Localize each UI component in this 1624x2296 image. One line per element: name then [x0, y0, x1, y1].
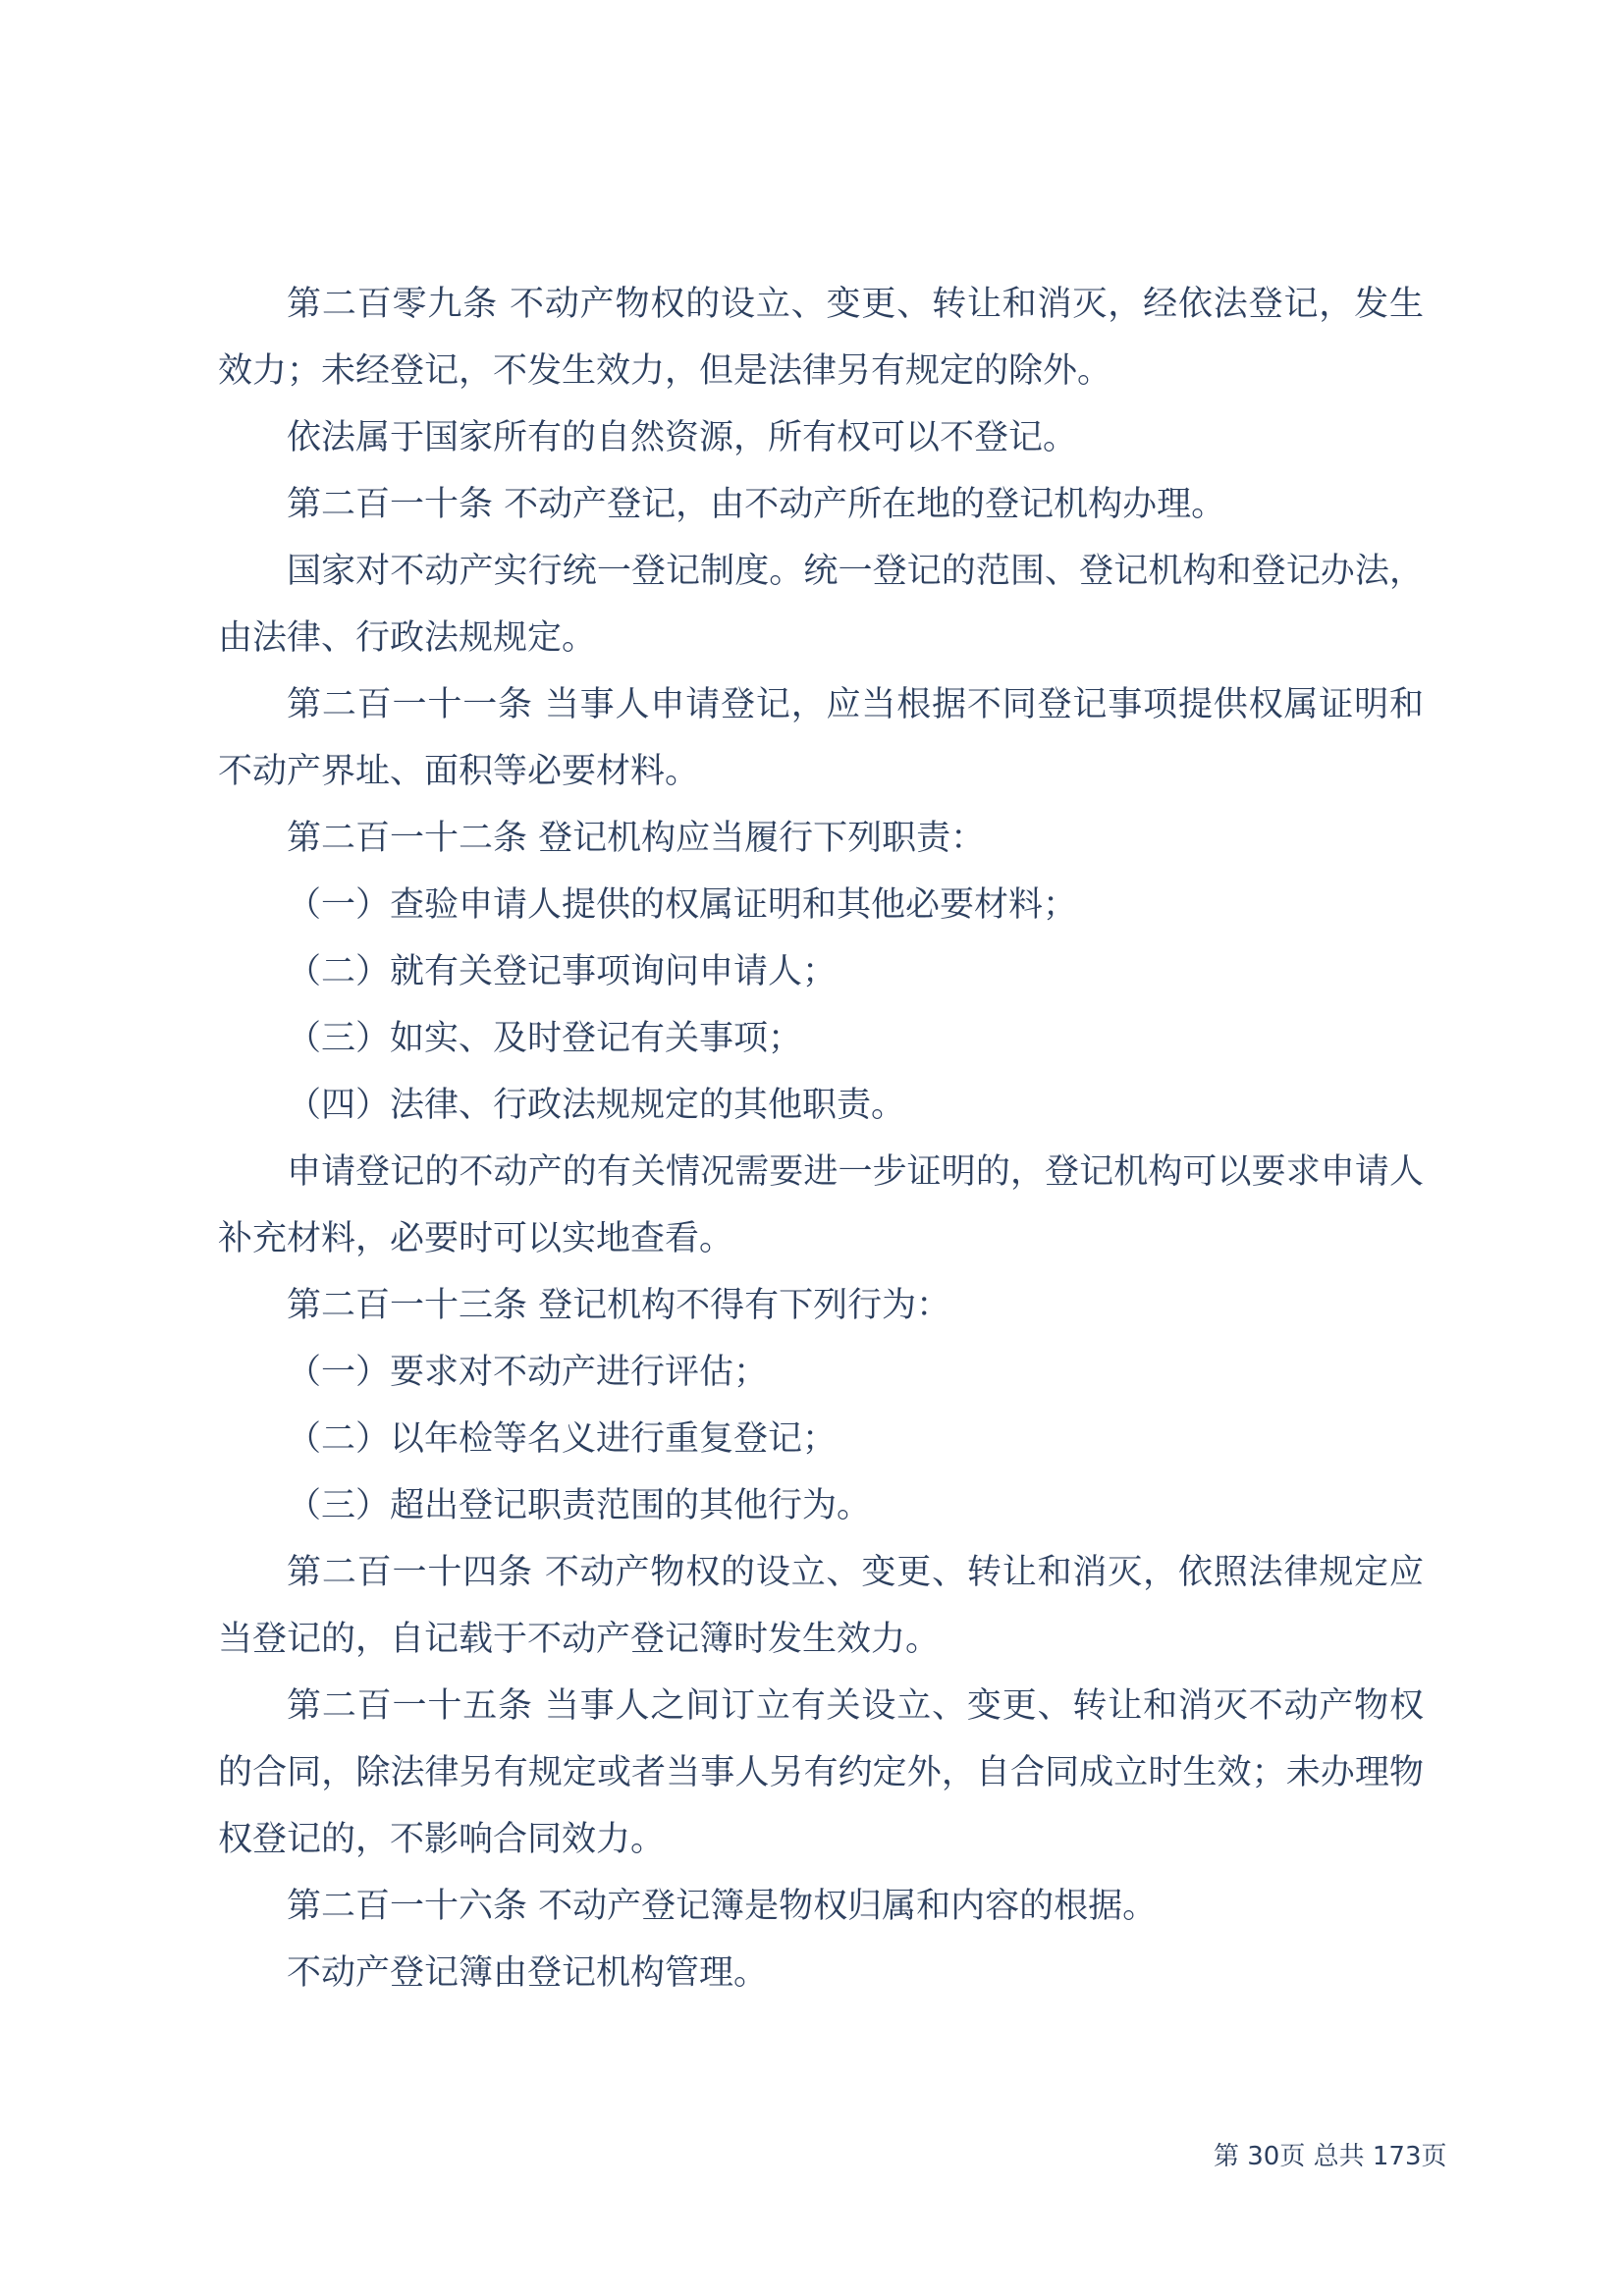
page-number-footer: 第 30页 总共 173页: [1214, 2142, 1447, 2171]
article-212-item-4: （四）法律、行政法规规定的其他职责。: [287, 1086, 906, 1125]
article-212-item-1: （一）查验申请人提供的权属证明和其他必要材料；: [287, 885, 1078, 925]
article-210-paragraph: 第二百一十条 不动产登记，由不动产所在地的登记机构办理。: [287, 485, 1226, 524]
article-212-item-2: （二）就有关登记事项询问申请人；: [287, 952, 838, 991]
article-213-item-3: （三）超出登记职责范围的其他行为。: [287, 1486, 872, 1525]
document-body: [218, 271, 1424, 2006]
article-210-unified-registration-paragraph: 国家对不动产实行统一登记制度。统一登记的范围、登记机构和登记办法，由法律、行政法规规定。: [218, 552, 1424, 658]
article-215-paragraph: 第二百一十五条 当事人之间订立有关设立、变更、转让和消灭不动产物权的合同，除法律另有规定或者当事人另有约定外，自合同成立时生效；未办理物权登记的，不影响合同效力。: [218, 1686, 1424, 1859]
article-213-item-1: （一）要求对不动产进行评估；: [287, 1353, 769, 1392]
article-214-paragraph: 第二百一十四条 不动产物权的设立、变更、转让和消灭，依照法律规定应当登记的，自记载于不动产登记簿时发生效力。: [218, 1553, 1424, 1659]
article-209-paragraph: 第二百零九条 不动产物权的设立、变更、转让和消灭，经依法登记，发生效力；未经登记，不发生效力，但是法律另有规定的除外。: [218, 285, 1424, 391]
article-216-paragraph: 第二百一十六条 不动产登记簿是物权归属和内容的根据。: [287, 1887, 1158, 1926]
article-212-further-proof-paragraph: 申请登记的不动产的有关情况需要进一步证明的，登记机构可以要求申请人补充材料，必要时可以实地查看。: [218, 1152, 1424, 1258]
article-213-paragraph: 第二百一十三条 登记机构不得有下列行为：: [287, 1286, 951, 1325]
article-216-register-management-paragraph: 不动产登记簿由登记机构管理。: [287, 1953, 769, 1993]
article-209-natural-resources-paragraph: 依法属于国家所有的自然资源，所有权可以不登记。: [287, 418, 1078, 457]
article-212-item-3: （三）如实、及时登记有关事项；: [287, 1019, 803, 1058]
article-213-item-2: （二）以年检等名义进行重复登记；: [287, 1419, 838, 1459]
article-211-paragraph: 第二百一十一条 当事人申请登记，应当根据不同登记事项提供权属证明和不动产界址、面积等必要材料。: [218, 685, 1424, 791]
article-212-paragraph: 第二百一十二条 登记机构应当履行下列职责：: [287, 819, 986, 858]
